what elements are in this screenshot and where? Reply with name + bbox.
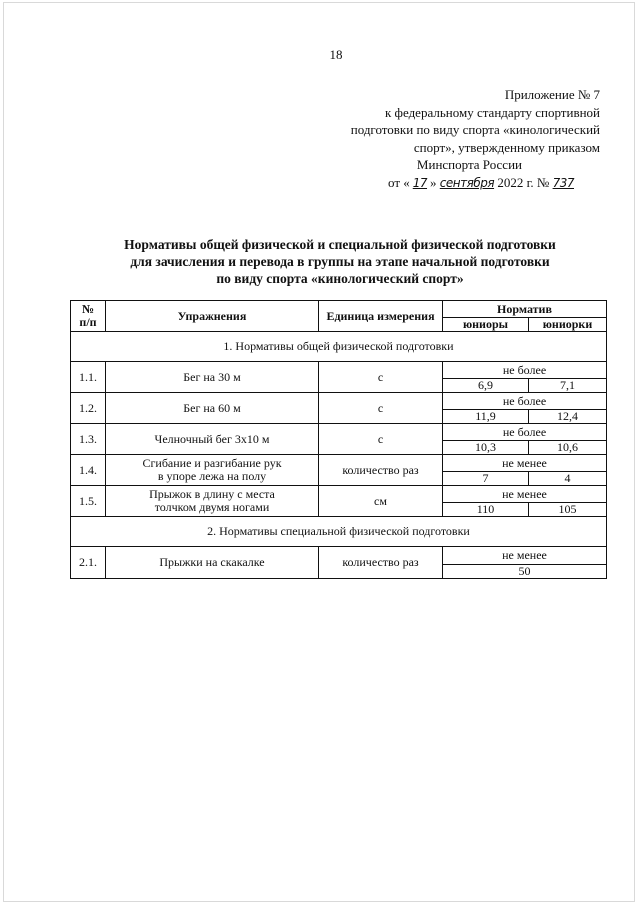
value-juniors-m: 110: [443, 503, 529, 517]
table-row: [71, 424, 607, 441]
header-norm: Норматив: [443, 301, 607, 318]
document-title: [40, 236, 640, 287]
value-juniors-f: 12,4: [529, 410, 607, 424]
row-num: 1.1.: [71, 362, 106, 393]
value-juniors-f: 10,6: [529, 441, 607, 455]
title-line: для зачисления и перевода в группы на этапе начальной подготовки: [130, 254, 550, 269]
header-unit: Единица измерения: [319, 301, 443, 332]
value-juniors-m: 7: [443, 472, 529, 486]
page-number: 18: [329, 47, 343, 62]
value-juniors-m: 11,9: [443, 410, 529, 424]
table-row: [71, 455, 607, 472]
row-unit: см: [319, 486, 443, 517]
date-year: 2022 г. №: [497, 174, 550, 190]
value-juniors-m: 6,9: [443, 379, 529, 393]
row-exercise: Бег на 30 м: [106, 362, 319, 393]
row-condition: не менее: [443, 486, 607, 503]
row-unit: количество раз: [319, 455, 443, 486]
header-exercise: Упражнения: [106, 301, 319, 332]
value-both: 50: [443, 565, 607, 579]
row-condition: не менее: [443, 547, 607, 565]
row-condition: не более: [443, 362, 607, 379]
row-exercise: Прыжки на скакалке: [106, 547, 319, 579]
row-unit: с: [319, 362, 443, 393]
order-date-line: [300, 174, 574, 193]
value-juniors-f: 4: [529, 472, 607, 486]
appendix-line: спорт», утвержденному приказом: [413, 139, 600, 155]
row-exercise: Челночный бег 3x10 м: [106, 424, 319, 455]
row-exercise: [106, 486, 319, 517]
table-row: [71, 362, 607, 379]
appendix-line: Приложение № 7: [504, 87, 600, 102]
row-num: 2.1.: [71, 547, 106, 579]
row-exercise: Бег на 60 м: [106, 393, 319, 424]
row-condition: не более: [443, 393, 607, 410]
row-condition: не более: [443, 424, 607, 441]
order-number: 737: [552, 175, 574, 190]
title-line: по виду спорта «кинологический спорт»: [216, 271, 464, 286]
date-day: 17: [412, 175, 428, 190]
table-row: [71, 547, 607, 565]
row-unit: с: [319, 424, 443, 455]
appendix-line: подготовки по виду спорта «кинологический: [350, 122, 600, 137]
row-exercise: [106, 455, 319, 486]
date-mid: »: [430, 174, 437, 190]
value-juniors-f: 105: [529, 503, 607, 517]
section-title: 2. Нормативы специальной физической подготовки: [71, 517, 607, 547]
exercise-line: Прыжок в длину с места: [149, 487, 275, 501]
row-num: 1.3.: [71, 424, 106, 455]
row-num: 1.4.: [71, 455, 106, 486]
exercise-line: толчком двумя ногами: [154, 500, 270, 514]
header-juniors-m: юниоры: [443, 318, 529, 332]
section-row: [71, 332, 607, 362]
row-num: 1.5.: [71, 486, 106, 517]
value-juniors-m: 10,3: [443, 441, 529, 455]
exercise-line: в упоре лежа на полу: [157, 469, 267, 483]
table-row: [71, 393, 607, 410]
norms-table: [70, 300, 607, 579]
row-num: 1.2.: [71, 393, 106, 424]
row-condition: не менее: [443, 455, 607, 472]
row-unit: с: [319, 393, 443, 424]
appendix-line: Минспорта России: [416, 157, 522, 172]
value-juniors-f: 7,1: [529, 379, 607, 393]
header-juniors-f: юниорки: [529, 318, 607, 332]
section-title: 1. Нормативы общей физической подготовки: [71, 332, 607, 362]
table-header-row: [71, 301, 607, 318]
header-num: № п/п: [71, 301, 106, 332]
section-row: [71, 517, 607, 547]
date-month: сентября: [439, 175, 495, 190]
title-line: Нормативы общей физической и специальной физической подготовки: [124, 237, 556, 252]
date-prefix: от «: [387, 174, 410, 190]
row-unit: количество раз: [319, 547, 443, 579]
appendix-line: к федеральному стандарту спортивной: [384, 104, 600, 120]
appendix-block: [300, 86, 600, 192]
exercise-line: Сгибание и разгибание рук: [142, 456, 282, 470]
table-row: [71, 486, 607, 503]
